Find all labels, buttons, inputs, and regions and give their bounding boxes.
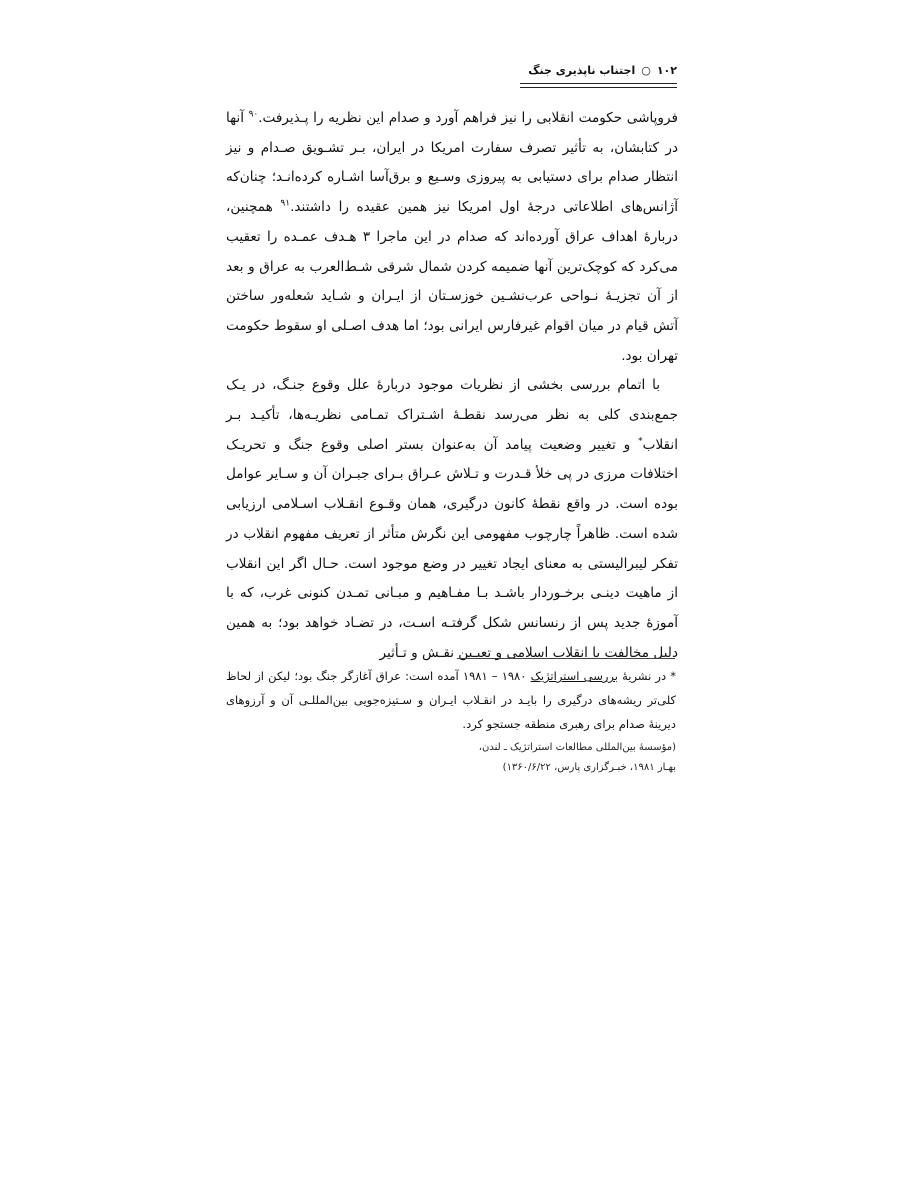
reference-90: ۹۰	[248, 109, 259, 120]
footnote-text-post: ۱۹۸۰ – ۱۹۸۱ آمده است: عراق آغازگر جنگ بود؛ لیکن از لحاظ کلی‌تر ریشه‌های درگیری را بایـد در انقـلاب ایـران و سـتیزه‌جویی بین‌المللـی آن و آرزوهای دیرینهٔ صدام برای رهبری منطقه جستجو کرد.	[226, 669, 676, 731]
running-header	[520, 64, 677, 77]
footnote-divider	[457, 658, 675, 659]
footnote	[226, 664, 676, 736]
paragraph-2	[226, 371, 678, 668]
book-title: اجتناب ناپذیری جنگ	[528, 64, 636, 77]
paragraph-1	[226, 104, 678, 371]
footnote-marker: *	[670, 669, 676, 683]
main-text	[226, 104, 678, 668]
p2-part-1: با اتمام بررسی بخشی از نظریات موجود دربارهٔ علل وقوع جنـگ، در یـک جمع‌بندی کلی به نظر می‌رسد نقطـهٔ اشـتراک تمـامی نظریـه‌ها، تأکیـد بـر انقلاب	[226, 377, 678, 453]
footnote-text-pre: در نشریهٔ	[617, 669, 671, 683]
reference-91: ۹۱	[280, 198, 291, 209]
footnote-source-line-2: بهـار ۱۹۸۱، خبـرگزاری پارس، ۱۳۶۰/۶/۲۲)	[502, 762, 676, 773]
p2-part-2: و تغییر وضعیت پیامد آن به‌عنوان بستر اصلی وقوع جنگ و تحریـک اختلافات مرزی در پی خلأ قـدرت و تـلاش عـراق بـرای جبـران آن و سـایر عوامل بوده است. در واقع نقطهٔ کانون درگیری، همان وقـوع انقـلاب اسـلامی ارزیابی شده است. ظاهراً چارچوب مفهومی این نگرش متأثر از تعریف مفهوم انقلاب در تفکر لیبرالیستی به معنای ایجاد تغییر در وضع موجود است. حـال اگر این انقلاب از ماهیت دینـی برخـوردار باشـد بـا مفـاهیم و مبـانی تمـدن کنونی غرب، که با آموزهٔ جدید پس از رنسانس شکل گرفتـه اسـت، در تضـاد خواهد بود؛ به همین دلیل مخالفت با انقلاب اسلامی و تعیـین نقـش و تـأثیر	[226, 436, 678, 661]
p1-sentence-3: همچنین، دربارهٔ اهداف عراق آورده‌اند که صدام در این ماجرا ۳ هـدف عمـده را تعقیب می‌کرد که کوچک‌ترین آنها ضمیمه کردن شمال شرقی شـط‌العرب به عراق و بعد از آن تجزیـهٔ نـواحی عرب‌نشـین خوزسـتان از ایـران و شـاید شعله‌ور ساختن آتش قیام در میان اقوام غیرفارس ایرانی بود؛ اما هدف اصـلی او سقوط حکومت تهران بود.	[226, 199, 678, 364]
footnote-source-line-1: (مؤسسهٔ بین‌المللی مطالعات استراتژیک ـ لندن،	[478, 742, 676, 753]
footnote-ref-star: *	[638, 436, 643, 447]
separator-circle: ○	[641, 64, 651, 77]
p1-sentence-1: فروپاشی حکومت انقلابی را نیز فراهم آورد و صدام این نظریه را پـذیرفت.	[258, 110, 678, 126]
header-double-rule	[520, 83, 677, 88]
footnote-journal-title: بررسی استراتژیک	[530, 669, 618, 683]
footnote-source	[226, 738, 676, 778]
p1-sentence-2: آنها در کتابشان، به تأثیر تصرف سفارت امریکا در ایران، بـر تشـویق صـدام و نیز انتظار صدام برای دستیابی به پیروزی وسـیع و برق‌آسا اشـاره کرده‌انـد؛ چنان‌که آژانس‌های اطلاعاتی درجهٔ اول امریکا نیز همین عقیده را داشتند.	[226, 110, 678, 216]
page-number: ۱۰۲	[656, 64, 677, 77]
